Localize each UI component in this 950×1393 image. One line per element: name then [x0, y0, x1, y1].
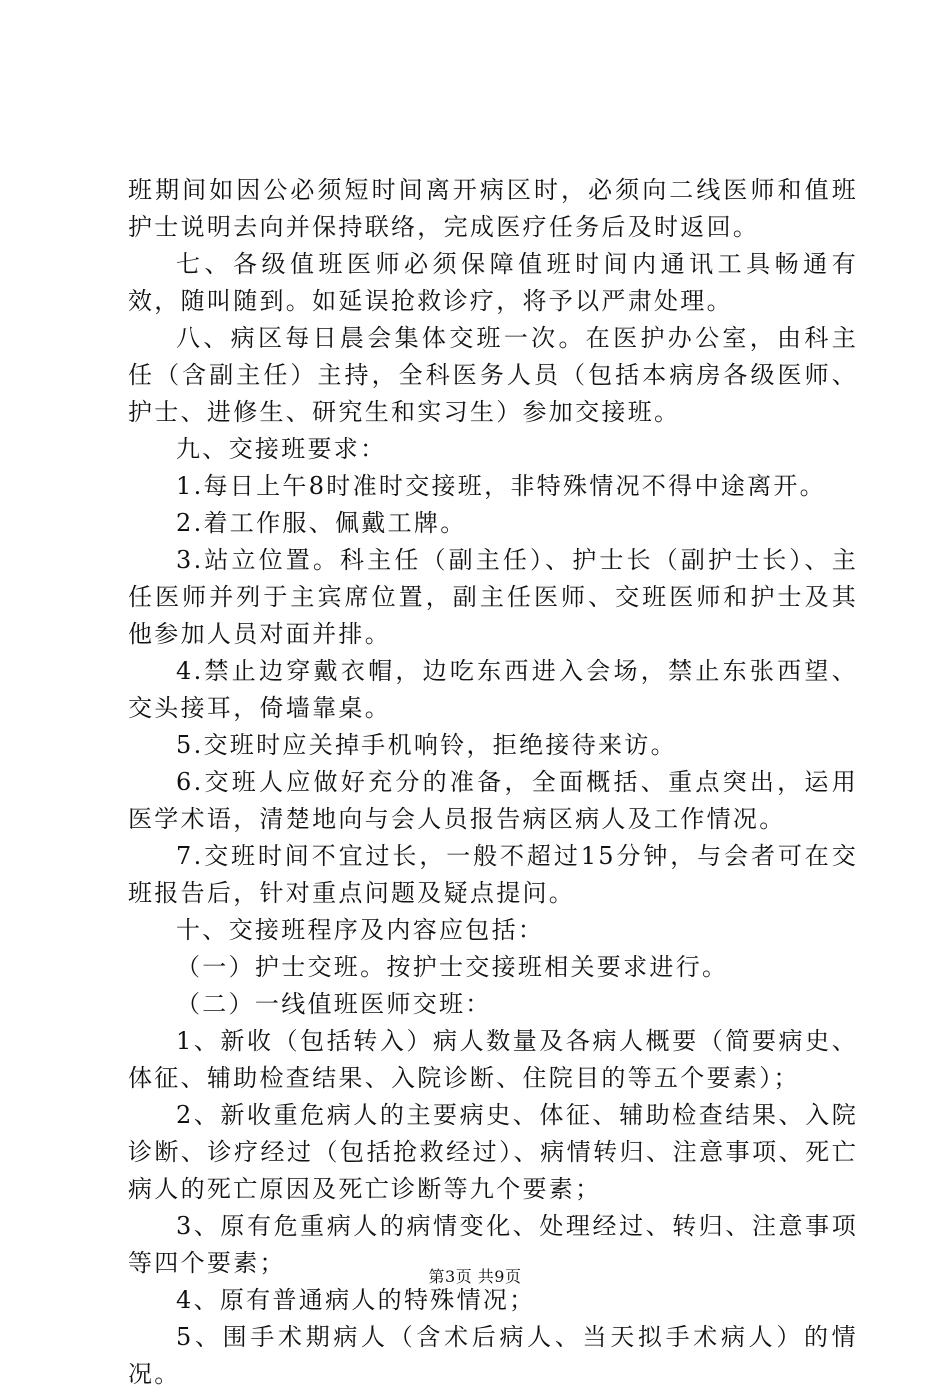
paragraph: 4、原有普通病人的特殊情况； — [176, 1286, 536, 1314]
paragraph: 七、各级值班医师必须保障值班时间内通讯工具畅通有效，随叫随到。如延误抢救诊疗，将予以严肃处理。 — [128, 250, 858, 315]
document-body — [128, 172, 858, 1393]
paragraph: 4.禁止边穿戴衣帽，边吃东西进入会场，禁止东张西望、交头接耳，倚墙靠桌。 — [128, 657, 858, 722]
page-number-footer: 第3页 共9页 — [428, 1267, 522, 1286]
paragraph: 5.交班时应关掉手机响铃，拒绝接待来访。 — [176, 731, 677, 759]
paragraph: （二）一线值班医师交班： — [176, 990, 492, 1018]
paragraph: 2、新收重危病人的主要病史、体征、辅助检查结果、入院诊断、诊疗经过（包括抢救经过）、病情转归、注意事项、死亡病人的死亡原因及死亡诊断等九个要素； — [128, 1101, 858, 1203]
paragraph: 3、原有危重病人的病情变化、处理经过、转归、注意事项等四个要素； — [128, 1212, 858, 1277]
paragraph: 2.着工作服、佩戴工牌。 — [176, 509, 467, 537]
paragraph: 十、交接班程序及内容应包括： — [176, 916, 545, 944]
paragraph: 八、病区每日晨会集体交班一次。在医护办公室，由科主任（含副主任）主持，全科医务人员（包括本病房各级医师、护士、进修生、研究生和实习生）参加交接班。 — [128, 324, 858, 426]
paragraph: 5、围手术期病人（含术后病人、当天拟手术病人）的情况。 — [128, 1323, 858, 1388]
paragraph: 3.站立位置。科主任（副主任）、护士长（副护士长）、主任医师并列于主宾席位置，副主任医师、交班医师和护士及其他参加人员对面并排。 — [128, 546, 858, 648]
paragraph: 1.每日上午8时准时交接班，非特殊情况不得中途离开。 — [176, 472, 826, 500]
paragraph: 7.交班时间不宜过长，一般不超过15分钟，与会者可在交班报告后，针对重点问题及疑点提问。 — [128, 842, 858, 907]
paragraph: 班期间如因公必须短时间离开病区时，必须向二线医师和值班护士说明去向并保持联络，完成医疗任务后及时返回。 — [128, 176, 858, 241]
paragraph: 6.交班人应做好充分的准备，全面概括、重点突出，运用医学术语，清楚地向与会人员报告病区病人及工作情况。 — [128, 768, 858, 833]
paragraph: 九、交接班要求： — [176, 435, 387, 463]
paragraph: （一）护士交班。按护士交接班相关要求进行。 — [176, 953, 729, 981]
paragraph: 1、新收（包括转入）病人数量及各病人概要（简要病史、体征、辅助检查结果、入院诊断、住院目的等五个要素）； — [128, 1027, 858, 1092]
